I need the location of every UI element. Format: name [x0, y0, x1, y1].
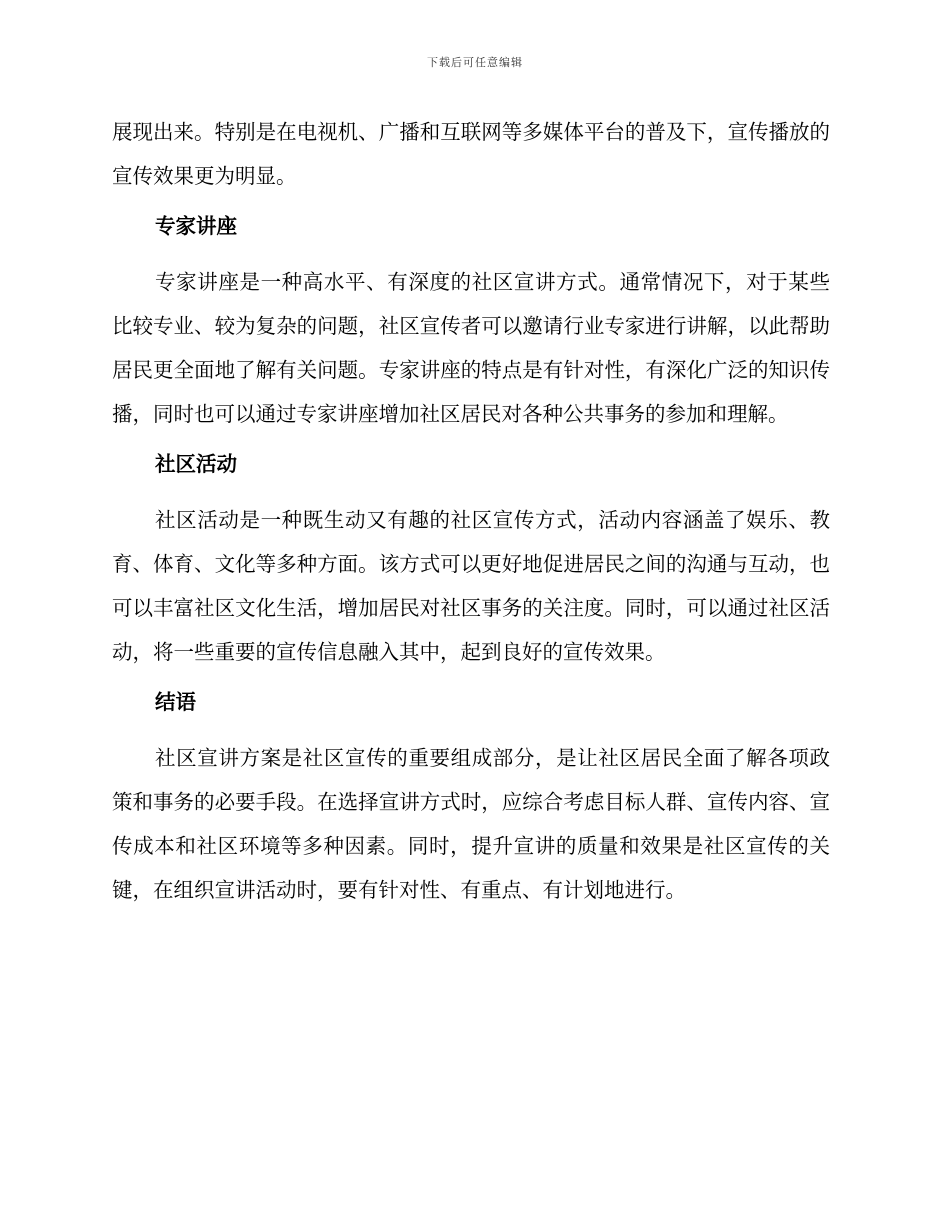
section-paragraph-conclusion: 社区宣讲方案是社区宣传的重要组成部分，是让社区居民全面了解各项政策和事务的必要手段。在选择宣讲方式时，应综合考虑目标人群、宣传内容、宣传成本和社区环境等多种因素。同时，提升宣讲的质量和效果是社区宣传的关键，在组织宣讲活动时，要有针对性、有重点、有计划地进行。 — [112, 746, 830, 902]
section-heading-expert-lecture: 专家讲座 — [155, 214, 237, 238]
document-body — [112, 110, 830, 912]
section-paragraph-community-activity: 社区活动是一种既生动又有趣的社区宣传方式，活动内容涵盖了娱乐、教育、体育、文化等多种方面。该方式可以更好地促进居民之间的沟通与互动，也可以丰富社区文化生活，增加居民对社区事务的关注度。同时，可以通过社区活动，将一些重要的宣传信息融入其中，起到良好的宣传效果。 — [112, 508, 830, 664]
header-note: 下载后可任意编辑 — [427, 56, 523, 69]
section-paragraph-expert-lecture: 专家讲座是一种高水平、有深度的社区宣讲方式。通常情况下，对于某些比较专业、较为复杂的问题，社区宣传者可以邀请行业专家进行讲解，以此帮助居民更全面地了解有关问题。专家讲座的特点是有针对性，有深化广泛的知识传播，同时也可以通过专家讲座增加社区居民对各种公共事务的参加和理解。 — [112, 270, 830, 426]
section-heading-community-activity: 社区活动 — [155, 452, 237, 476]
continuation-paragraph: 展现出来。特别是在电视机、广播和互联网等多媒体平台的普及下，宣传播放的宣传效果更为明显。 — [112, 120, 830, 188]
section-heading-conclusion: 结语 — [155, 690, 196, 714]
